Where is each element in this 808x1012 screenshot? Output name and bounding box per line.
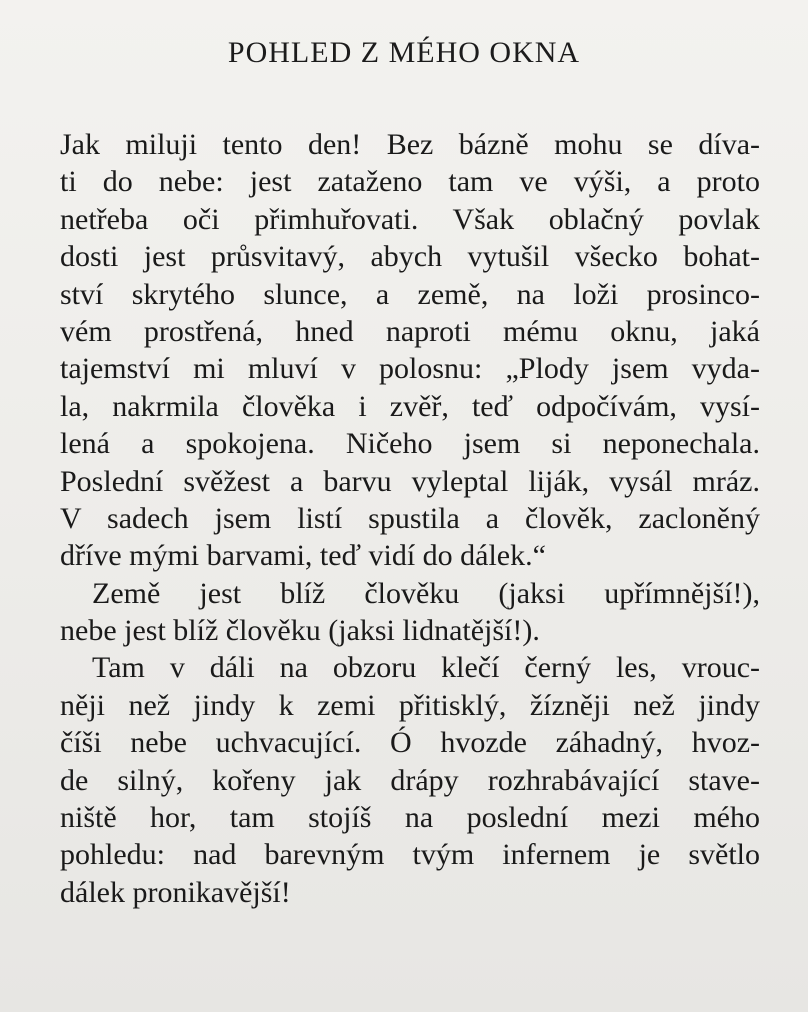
text-line: nebe jest blíž člověku (jaksi lidnatější!).	[60, 614, 540, 648]
text-line: dříve mými barvami, teď vidí do dálek.“	[60, 539, 546, 573]
text-line: pohledu: nad barevným tvým infernem je světlo	[60, 838, 760, 872]
text-line: vém prostřená, hned naproti mému oknu, jaká	[60, 314, 760, 348]
text-line: de silný, kořeny jak drápy rozhrabávající stave-	[60, 763, 760, 797]
text-line: la, nakrmila člověka i zvěř, teď odpočívám, vysí-	[60, 389, 760, 423]
text-line: tajemství mi mluví v polosnu: „Plody jsem vyda-	[60, 352, 760, 386]
text-line: niště hor, tam stojíš na poslední mezi mého	[60, 801, 760, 835]
text-line: lená a spokojena. Ničeho jsem si neponechala.	[60, 427, 760, 461]
text-line: Poslední svěžest a barvu vyleptal liják, vysál mráz.	[60, 464, 760, 498]
text-line: netřeba oči přimhuřovati. Však oblačný povlak	[60, 202, 760, 236]
body-text	[60, 126, 760, 911]
text-line: V sadech jsem listí spustila a člověk, zacloněný	[60, 501, 760, 535]
text-line: Tam v dáli na obzoru klečí černý les, vrouc-	[92, 651, 760, 685]
text-line: dálek pronikavější!	[60, 875, 291, 909]
text-line: něji než jindy k zemi přitisklý, žízněji než jindy	[60, 688, 760, 722]
text-line: číši nebe uchvacující. Ó hvozde záhadný, hvoz-	[60, 726, 760, 760]
text-line: Země jest blíž člověku (jaksi upřímnější!),	[92, 576, 760, 610]
text-line: ství skrytého slunce, a země, na loži prosinco-	[60, 277, 760, 311]
text-line: dosti jest průsvitavý, abych vytušil všecko bohat-	[60, 240, 760, 274]
page-title: POHLED Z MÉHO OKNA	[227, 36, 581, 69]
text-line: Jak miluji tento den! Bez bázně mohu se díva-	[60, 128, 760, 161]
text-line: ti do nebe: jest zataženo tam ve výši, a proto	[60, 165, 760, 199]
